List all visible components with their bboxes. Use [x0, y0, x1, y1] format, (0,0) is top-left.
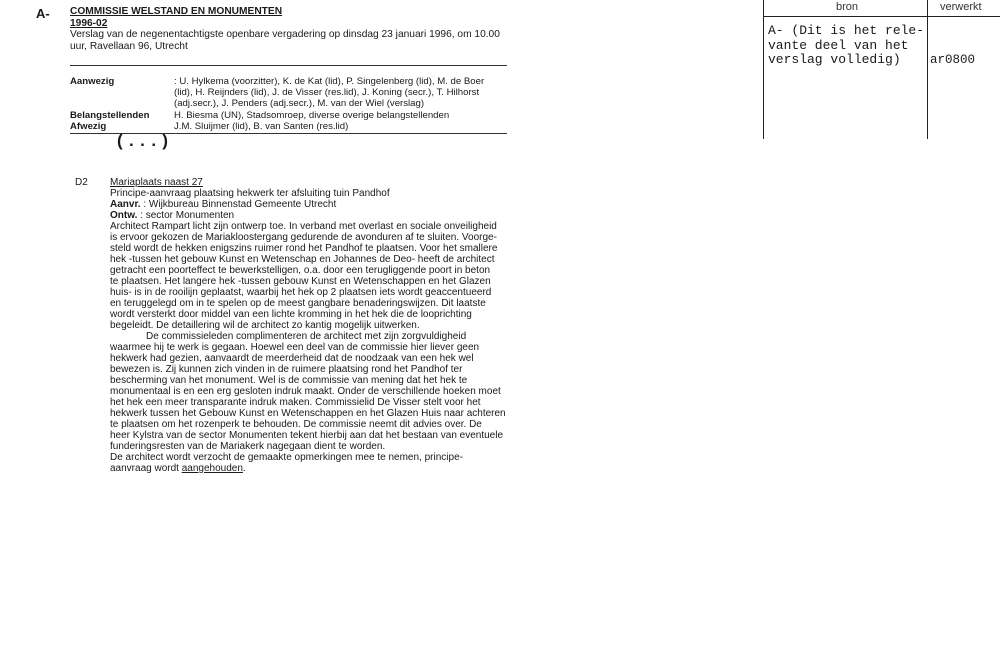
- text-line-last: [110, 463, 512, 474]
- verwerkt-cell: ar0800: [930, 53, 976, 67]
- belangstellenden-label: Belangstellenden: [70, 110, 150, 121]
- text-line: funderingsresten van de Mariakerk nagegaan dient te worden.: [110, 441, 386, 452]
- table-border: [763, 0, 764, 139]
- table-border: [927, 0, 928, 139]
- aanvrager-row: [110, 199, 512, 210]
- ontwerper-value: : sector Monumenten: [140, 210, 235, 221]
- text-line: hek -tussen het gebouw Kunst en Wetenschap en Johannes de Deo- heeft de architect: [110, 254, 495, 265]
- text-line: heer Kylstra van de sector Monumenten tekent hierbij aan dat het bestaan van eventuele: [110, 430, 504, 441]
- meeting-info: [70, 29, 515, 53]
- meeting-info-line: uur, Ravellaan 96, Utrecht: [70, 41, 188, 52]
- paragraph-2: [110, 331, 512, 474]
- item-title: Mariaplaats naast 27: [110, 177, 203, 188]
- aanwezig-line: (adj.secr.), J. Penders (adj.secr.), M. van der Wiel (verslag): [174, 98, 425, 109]
- omission-mark: (...): [115, 133, 172, 152]
- item-code: D2: [75, 177, 88, 188]
- aanvrager-value: : Wijkbureau Binnenstad Gemeente Utrecht: [143, 199, 337, 210]
- aanvrager-label: Aanvr.: [110, 199, 141, 210]
- document-title: COMMISSIE WELSTAND EN MONUMENTEN: [70, 6, 283, 17]
- aanwezig-line: : U. Hylkema (voorzitter), K. de Kat (lid), P. Singelenberg (lid), M. de Boer: [174, 76, 485, 87]
- text-line: te plaatsen. Het langere hek -tussen gebouw Kunst en Wetenschappen en het Glazen: [110, 276, 491, 287]
- table-border: [763, 16, 1000, 17]
- text-line: Architect Rampart licht zijn ontwerp toe. In verband met overlast en sociale onveiligheid: [110, 221, 497, 232]
- ontwerper-row: [110, 210, 512, 221]
- bron-cell: A- (Dit is het rele- vante deel van het verslag volledig): [768, 23, 925, 67]
- text-line: te plaatsen om het rozenperk te behouden. De commissie neemt dit advies over. De: [110, 419, 482, 430]
- divider: [70, 65, 507, 66]
- afwezig-label: Afwezig: [70, 121, 107, 132]
- text-line: begeleidt. De detaillering wil de architect zo kantig mogelijk uitwerken.: [110, 320, 420, 331]
- text-line: steld wordt de hekken enigszins ruimer rond het Pandhof te plaatsen. Voor het smallere: [110, 243, 498, 254]
- ontwerper-label: Ontw.: [110, 210, 138, 221]
- text-line: waarmee hij te werk is gegaan. Hoewel een deel van de commissie hier liever geen: [110, 342, 480, 353]
- document-number: 1996-02: [70, 17, 108, 29]
- meeting-info-line: Verslag van de negenentachtigste openbare vergadering op dinsdag 23 januari 1996, om 10.00: [70, 29, 500, 40]
- text-line: is ervoor gekozen de Mariakloostergang gedurende de avonduren af te sluiten. Voorge-: [110, 232, 497, 243]
- margin-mark: A-: [36, 6, 50, 21]
- text-line: bescherming van het monument. Wel is de commissie van mening dat het hek te: [110, 375, 468, 386]
- afwezig-value: J.M. Sluijmer (lid), B. van Santen (res.lid): [174, 121, 349, 132]
- agenda-item: [110, 177, 512, 474]
- text-line: hekwerk had gezien, aanvaardt de meerderheid dat de noodzaak van een hek wel: [110, 353, 474, 364]
- text-line: monumentaal is en een erg gesloten indruk maakt. Onder de verschillende hoeken moet: [110, 386, 501, 397]
- text-line: De architect wordt verzocht de gemaakte opmerkingen mee te nemen, principe-: [110, 452, 463, 463]
- aanwezig-value: [174, 76, 514, 109]
- text-fragment: aanvraag wordt: [110, 463, 182, 474]
- aanwezig-label: Aanwezig: [70, 76, 115, 87]
- document-header: [70, 6, 515, 53]
- paragraph-1: [110, 221, 512, 331]
- text-line: huis- is in de rooilijn geplaatst, waarbij het hek op 2 plaatsen iets wordt geaccentueerd: [110, 287, 492, 298]
- text-line: getracht een poorteffect te bewerkstelligen, o.a. door een terugliggende poort in beton: [110, 265, 491, 276]
- text-line: hekwerk tussen het Gebouw Kunst en Wetenschappen en het Glazen Huis naar achteren: [110, 408, 506, 419]
- belangstellenden-value: H. Biesma (UN), Stadsomroep, diverse overige belangstellenden: [174, 110, 450, 121]
- decision-status: aangehouden: [181, 463, 243, 474]
- item-subtitle: Principe-aanvraag plaatsing hekwerk ter afsluiting tuin Pandhof: [110, 188, 390, 199]
- column-header-verwerkt: verwerkt: [940, 1, 982, 13]
- text-line: het hek een meer transparante indruk maken. Commissielid De Visser stelt voor het: [110, 397, 481, 408]
- column-header-bron: bron: [836, 1, 859, 13]
- text-fragment: .: [242, 463, 246, 474]
- aanwezig-line: (lid), H. Reijnders (lid), J. de Visser (res.lid), J. Koning (secr.), T. Hilhorst: [174, 87, 480, 98]
- text-line: bewezen is. Zij kunnen zich vinden in de ruimere plaatsing rond het Pandhof ter: [110, 364, 463, 375]
- text-line: De commissieleden complimenteren de architect met zijn zorgvuldigheid: [146, 331, 467, 342]
- text-line: wordt versterkt door middel van een lichte kromming in het hek die de looprichting: [110, 309, 472, 320]
- text-line: en teruggelegd om in te spelen op de meest gangbare benaderingswijzen. Dit laatste: [110, 298, 486, 309]
